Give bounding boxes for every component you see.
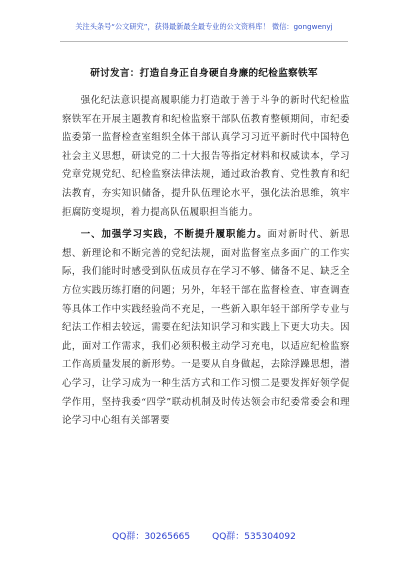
section-1-body: 面对新时代、新思想、新理论和不断完善的党纪法规，面对监督室点多面广的工作实际，我们能时时感受到队伍成员存在学习不够、储备不足、缺乏全方位实践历练打磨的问题；另外，年轻干部在监督检查、审查调查等具体工作中实践经验尚不充足，一些新入职年轻干部所学专业与纪法工作相去较远，需要在纪法知识学习和实践上下更大功夫。因此，面对工作需求，我们必须积极主动学习充电，以适应纪检监察工作高质量发展的新形势。一是要从自身做起，去除浮躁思想，潜心学习，让学习成为一种生活方式和工作习惯二是要发挥好领学促学作用，坚持我委“四学”联动机制及时传达领会市纪委常委会和理论学习中心组有关部署要 [62,229,350,427]
paragraph-intro: 强化纪法意识提高履职能力打造敢于善于斗争的新时代纪检监察铁军在开展主题教育和纪检监察干部队伍教育整顿期间，市纪委监委第一监督检查室组织全体干部认真学习习近平新时代中国特色社会主义思想，研读党的二十大报告等指定材料和权威读本，学习党章党规党纪、纪检监察法律法规，通过政治教育、党性教育和纪法教育，夯实知识储备，提升队伍理论水平，强化法治思维，筑牢拒腐防变堤坝，着力提高队伍履职担当能力。 [62,95,350,218]
document-body [62,92,350,431]
header-promo-note: 关注头条号“公文研究”，获得最新最全最专业的公文资料库！ 微信：gongwenyj [75,22,333,31]
footer-contact-note [0,532,408,543]
document-title: 研讨发言：打造自身正自身硬自身廉的纪检监察铁军 [90,68,318,79]
header-divider [60,41,348,42]
paragraph-section-1 [62,226,350,431]
footer-qq-group-1: QQ群：30265665 [112,532,191,542]
footer-qq-group-2: QQ群：535304092 [212,532,296,542]
section-1-heading: 一、加强学习实践，不断提升履职能力。 [80,229,268,241]
